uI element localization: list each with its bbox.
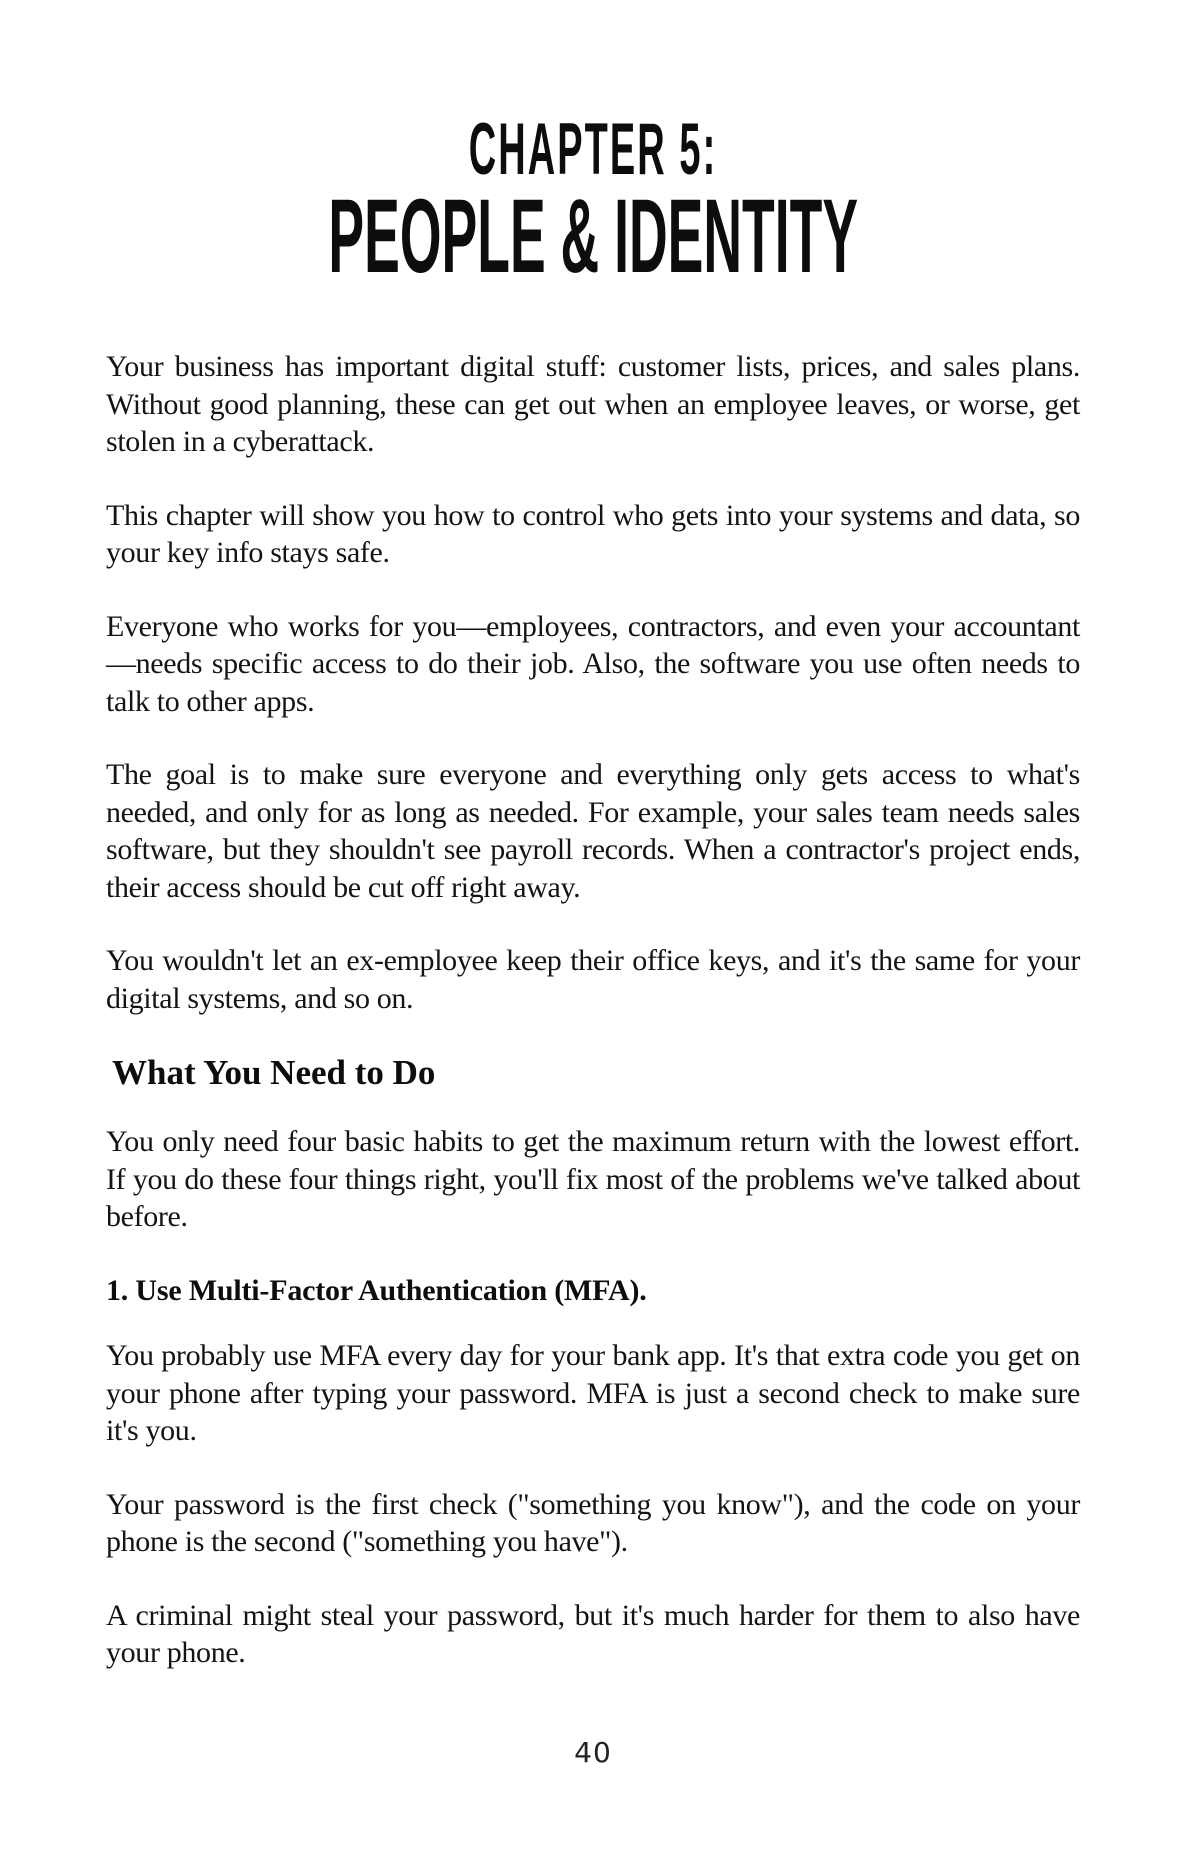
chapter-label-row xyxy=(106,109,1080,190)
subsection-paragraph-1: You probably use MFA every day for your bank app. It's that extra code you get on your phone after typing your password. MFA is just a second check to make sure it's you. xyxy=(106,1339,1080,1447)
subsection-paragraph-2: Your password is the first check ("something you know"), and the code on your phone is the second ("something you have"). xyxy=(106,1487,1080,1558)
intro-paragraph-4: The goal is to make sure everyone and everything only gets access to what's needed, and only for as long as needed. For example, your sales team needs sales software, but they shouldn't see payroll records. When a contractor's project ends, their access should be cut off right away. xyxy=(106,758,1080,904)
subsection-heading-mfa: 1. Use Multi-Factor Authentication (MFA). xyxy=(106,1273,647,1307)
chapter-title: PEOPLE & IDENTITY xyxy=(328,178,858,295)
chapter-title-row xyxy=(106,178,1080,295)
intro-paragraph-1: Your business has important digital stuff: customer lists, prices, and sales plans. Without good planning, these can get out when an employee leaves, or worse, get stolen in a cyberattack. xyxy=(106,350,1080,458)
chapter-label: CHAPTER 5: xyxy=(468,109,718,190)
section-intro-paragraph: You only need four basic habits to get the maximum return with the lowest effort. If you do these four things right, you'll fix most of the problems we've talked about before. xyxy=(106,1125,1080,1233)
intro-paragraph-3: Everyone who works for you—employees, contractors, and even your accountant—needs specific access to do their job. Also, the software you use often needs to talk to other apps. xyxy=(106,609,1080,718)
chapter-body xyxy=(106,348,1080,1672)
page-number: 40 xyxy=(574,1735,612,1769)
subsection-paragraph-3: A criminal might steal your password, but it's much harder for them to also have your phone. xyxy=(106,1598,1080,1669)
intro-paragraph-5: You wouldn't let an ex-employee keep their office keys, and it's the same for your digital systems, and so on. xyxy=(106,944,1080,1015)
intro-paragraph-2: This chapter will show you how to control who gets into your systems and data, so your key info stays safe. xyxy=(106,498,1080,569)
section-heading: What You Need to Do xyxy=(112,1053,436,1092)
